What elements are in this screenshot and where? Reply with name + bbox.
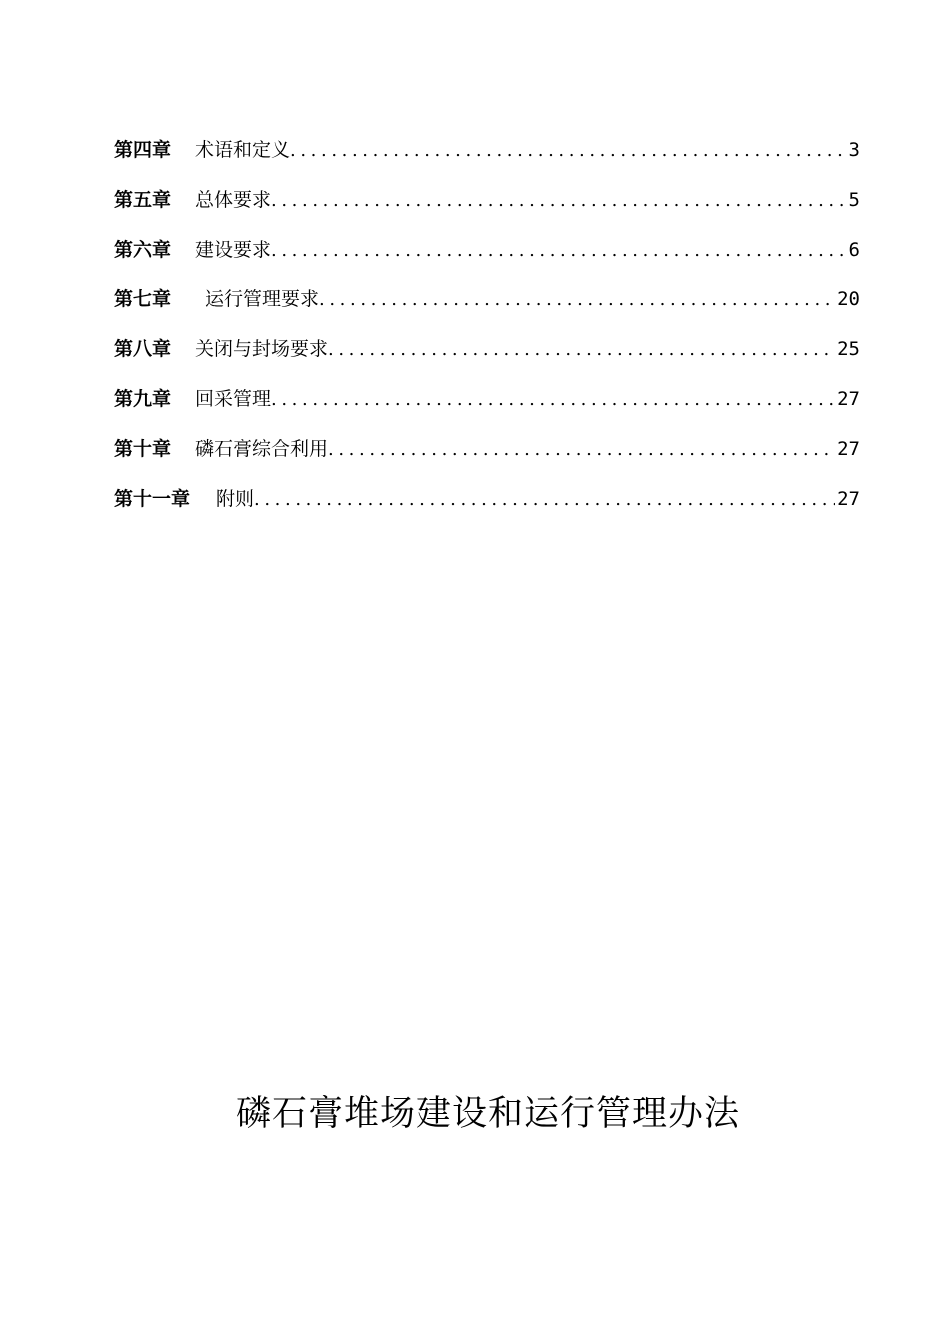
toc-chapter-number: 第四章 — [114, 139, 172, 161]
toc-dot-leader — [271, 235, 847, 267]
document-title: 磷石膏堆场建设和运行管理办法 — [235, 1094, 740, 1134]
toc-chapter-title: 运行管理要求 — [205, 288, 320, 311]
toc-page-number: 20 — [837, 288, 860, 311]
toc-dot-leader — [254, 484, 835, 516]
toc-chapter-number: 第十一章 — [114, 487, 191, 510]
table-of-contents — [114, 134, 860, 532]
toc-chapter-number: 第八章 — [114, 338, 172, 361]
toc-entry-chapter-4[interactable] — [114, 134, 860, 184]
toc-page-number: 27 — [837, 487, 860, 510]
toc-page-number: 27 — [837, 437, 860, 460]
toc-entry-chapter-9[interactable] — [114, 383, 860, 433]
toc-entry-chapter-6[interactable] — [114, 234, 860, 284]
toc-dot-leader — [328, 334, 835, 366]
toc-dot-leader — [271, 384, 835, 416]
toc-entry-chapter-7[interactable] — [114, 283, 860, 333]
toc-chapter-number: 第七章 — [114, 288, 172, 311]
toc-chapter-title: 关闭与封场要求 — [195, 338, 329, 361]
toc-dot-leader — [290, 135, 847, 167]
toc-entry-chapter-5[interactable] — [114, 184, 860, 234]
toc-entry-chapter-8[interactable] — [114, 333, 860, 383]
toc-dot-leader — [319, 284, 835, 316]
toc-page-number: 5 — [848, 188, 860, 211]
toc-chapter-title: 回采管理 — [195, 387, 272, 410]
toc-page-number: 3 — [848, 139, 860, 161]
toc-chapter-title: 建设要求 — [195, 238, 272, 261]
toc-chapter-title: 术语和定义 — [195, 139, 291, 161]
toc-chapter-title: 附则 — [216, 487, 255, 510]
toc-chapter-title: 总体要求 — [195, 188, 272, 211]
toc-chapter-title: 磷石膏综合利用 — [195, 437, 329, 460]
toc-chapter-number: 第六章 — [114, 238, 172, 261]
toc-dot-leader — [328, 434, 835, 466]
toc-page-number: 25 — [837, 338, 860, 361]
toc-dot-leader — [271, 185, 847, 217]
toc-chapter-number: 第五章 — [114, 188, 172, 211]
toc-entry-chapter-11[interactable] — [114, 483, 860, 533]
toc-chapter-number: 第十章 — [114, 437, 172, 460]
toc-chapter-number: 第九章 — [114, 387, 172, 410]
toc-entry-chapter-10[interactable] — [114, 433, 860, 483]
toc-page-number: 6 — [848, 238, 860, 261]
toc-page-number: 27 — [837, 387, 860, 410]
